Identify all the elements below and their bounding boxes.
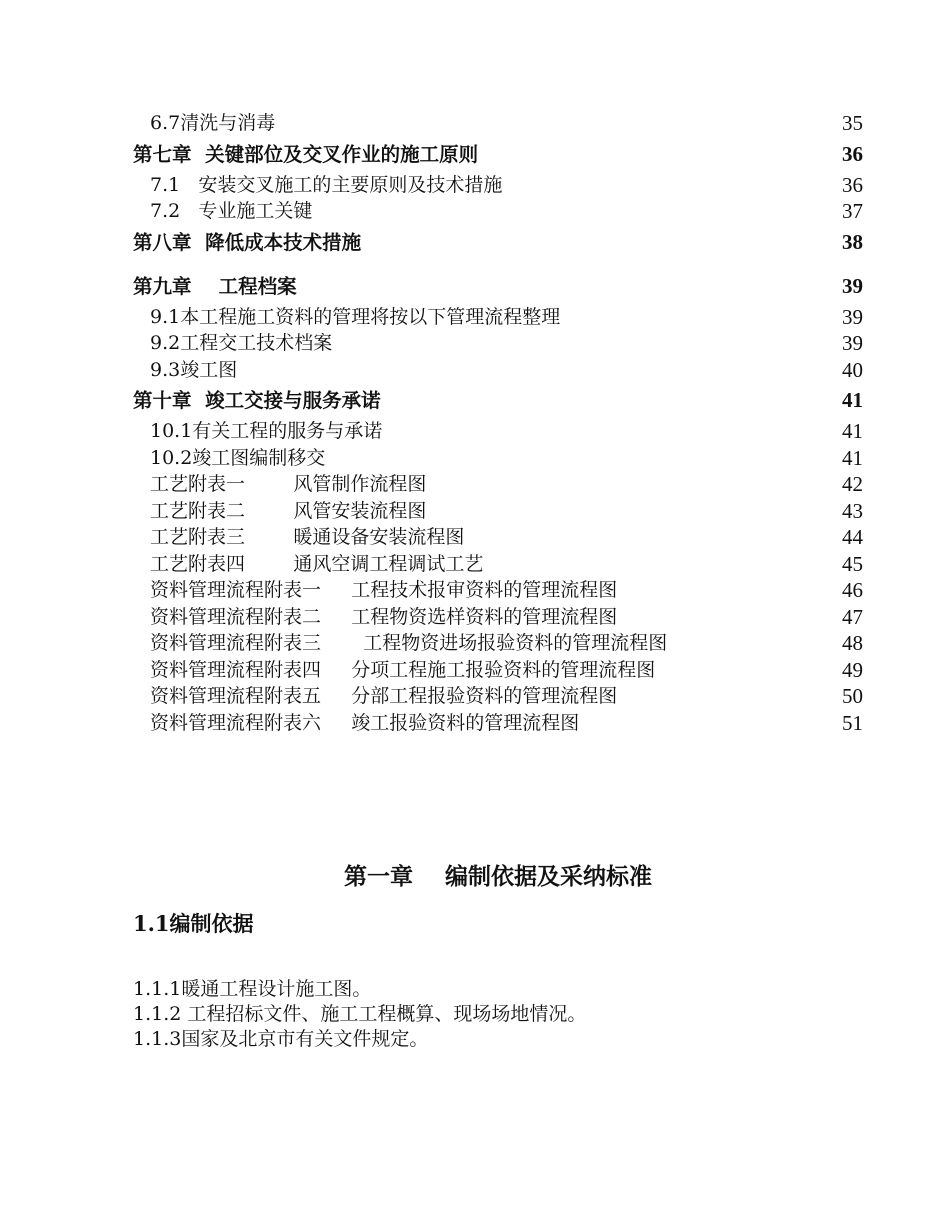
toc-page-number: 44: [842, 525, 863, 549]
toc-entry-title: 10.1有关工程的服务与承诺: [150, 420, 383, 442]
toc-page-number: 43: [842, 498, 863, 523]
toc-entry-title: 资料管理流程附表六 竣工报验资料的管理流程图: [150, 711, 580, 734]
chapter-title: 第一章 编制依据及采纳标准: [343, 863, 653, 890]
toc-page-number: 41: [842, 388, 863, 412]
toc-section-entry[interactable]: [133, 657, 863, 684]
toc-entry-title: 6.7清洗与消毒: [150, 112, 276, 134]
toc-chapter-entry[interactable]: [133, 269, 863, 304]
toc-page-number: 35: [842, 111, 863, 135]
toc-section-entry[interactable]: [133, 445, 863, 472]
toc-section-entry[interactable]: [133, 471, 863, 498]
toc-entry-title: 第十章 竣工交接与服务承诺: [133, 389, 381, 412]
toc-section-entry[interactable]: [133, 330, 863, 357]
toc-page-number: 41: [842, 445, 863, 470]
toc-section-entry[interactable]: [133, 683, 863, 710]
toc-section-entry[interactable]: [133, 198, 863, 225]
toc-section-entry[interactable]: [133, 710, 863, 737]
toc-entry-title: 资料管理流程附表一 工程技术报审资料的管理流程图: [150, 579, 618, 601]
toc-page-number: 47: [842, 604, 863, 629]
body-text: [133, 977, 586, 1052]
toc-entry-title: 工艺附表二 风管安装流程图: [150, 499, 427, 522]
toc-entry-title: 工艺附表四 通风空调工程调试工艺: [150, 552, 484, 575]
toc-chapter-entry[interactable]: [133, 137, 863, 172]
toc-section-entry[interactable]: [133, 304, 863, 331]
toc-entry-title: 工艺附表一 风管制作流程图: [150, 473, 427, 495]
body-line: 1.1.3国家及北京市有关文件规定。: [133, 1028, 429, 1050]
toc-chapter-entry[interactable]: [133, 383, 863, 418]
toc-entry-title: 7.1 安装交叉施工的主要原则及技术措施: [150, 173, 503, 196]
toc-entry-title: 9.2工程交工技术档案: [150, 332, 333, 354]
toc-entry-title: 第八章 降低成本技术措施: [133, 230, 362, 254]
toc-page-number: 48: [842, 631, 863, 655]
toc-entry-title: 9.3竣工图: [150, 358, 238, 381]
toc-section-entry[interactable]: [133, 630, 863, 657]
toc-chapter-entry[interactable]: [133, 225, 863, 260]
toc-section-entry[interactable]: [133, 357, 863, 384]
toc-page-number: 37: [842, 199, 863, 223]
toc-page-number: 49: [842, 657, 863, 682]
toc-section-entry[interactable]: [133, 604, 863, 631]
toc-page-number: 39: [842, 273, 863, 298]
toc-entry-title: 第九章 工程档案: [133, 274, 297, 298]
toc-page-number: 46: [842, 578, 863, 602]
toc-entry-title: 7.2 专业施工关键: [150, 200, 313, 222]
toc-page-number: 38: [842, 229, 863, 254]
toc-page-number: 41: [842, 419, 863, 443]
toc-page-number: 36: [842, 172, 863, 197]
toc-page-number: 45: [842, 551, 863, 576]
toc-page-number: 40: [842, 357, 863, 382]
toc-section-entry[interactable]: [133, 577, 863, 604]
toc-page-number: 50: [842, 684, 863, 708]
toc-entry-title: 资料管理流程附表四 分项工程施工报验资料的管理流程图: [150, 658, 656, 681]
toc-entry-title: 10.2竣工图编制移交: [150, 446, 326, 469]
toc-section-entry[interactable]: [133, 172, 863, 199]
toc-page-number: 36: [842, 141, 863, 166]
toc-entry-title: 资料管理流程附表五 分部工程报验资料的管理流程图: [150, 685, 618, 707]
toc-page-number: 39: [842, 331, 863, 355]
toc-section-entry[interactable]: [133, 110, 863, 137]
toc-entry-title: 9.1本工程施工资料的管理将按以下管理流程整理: [150, 305, 561, 328]
toc-section-entry[interactable]: [133, 418, 863, 445]
toc-page-number: 42: [842, 472, 863, 496]
toc-entry-title: 资料管理流程附表二 工程物资选样资料的管理流程图: [150, 605, 618, 628]
toc-section-entry[interactable]: [133, 524, 863, 551]
toc-section-entry[interactable]: [133, 498, 863, 525]
toc-entry-title: 资料管理流程附表三 工程物资进场报验资料的管理流程图: [150, 632, 668, 654]
toc-section-entry[interactable]: [133, 551, 863, 578]
toc-entry-title: 工艺附表三 暖通设备安装流程图: [150, 526, 465, 548]
body-line: 1.1.2 工程招标文件、施工工程概算、现场场地情况。: [133, 1003, 587, 1025]
table-of-contents: [133, 110, 863, 736]
toc-page-number: 39: [842, 304, 863, 329]
section-title: 1.1编制依据: [133, 911, 254, 936]
toc-entry-title: 第七章 关键部位及交叉作业的施工原则: [133, 142, 479, 166]
body-line: 1.1.1暖通工程设计施工图。: [133, 978, 372, 1000]
toc-page-number: 51: [842, 710, 863, 735]
